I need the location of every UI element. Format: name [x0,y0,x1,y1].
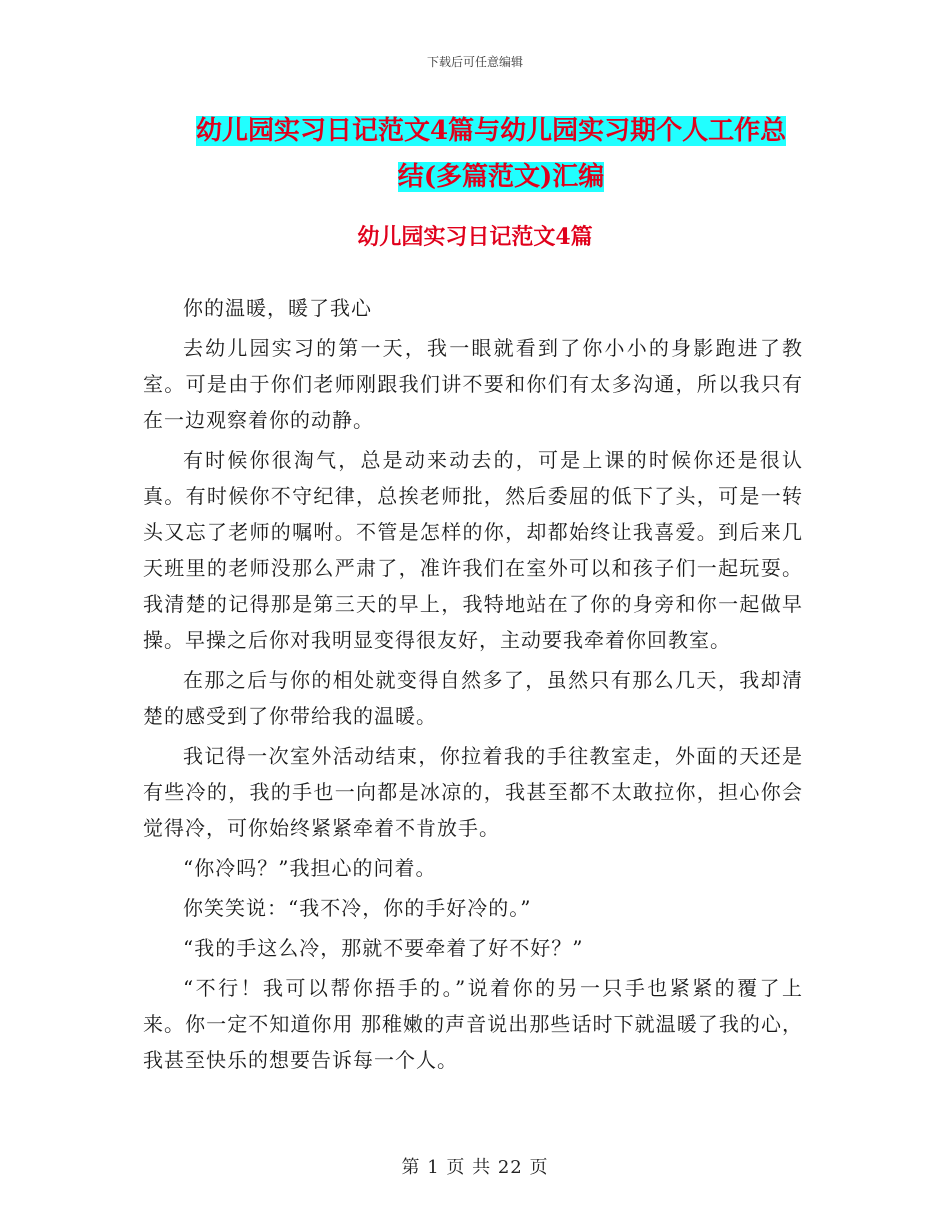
title-line-1-text: 幼儿园实习日记范文4篇与幼儿园实习期个人工作总 [196,116,787,146]
section-title: 幼儿园实习日记范文4篇 [357,224,593,250]
document-title [196,108,806,200]
document-body [143,290,803,1082]
paragraph: 你笑笑说：“我不冷，你的手好冷的。” [183,896,532,920]
paragraph: 在那之后与你的相处就变得自然多了，虽然只有那么几天，我却清楚的感受到了你带给我的温暖。 [143,668,803,728]
paragraph: 有时候你很淘气，总是动来动去的，可是上课的时候你还是很认真。有时候你不守纪律，总挨老师批，然后委屈的低下了头，可是一转头又忘了老师的嘱咐。不管是怎样的你，却都始终让我喜爱。到后来几天班里的老师没那么严肃了，准许我们在室外可以和孩子们一起玩耍。我清楚的记得那是第三天的早上，我特地站在了你的身旁和你一起做早操。早操之后你对我明显变得很友好，主动要我牵着你回教室。 [143,448,803,652]
title-line-2 [196,154,806,200]
paragraph: “你冷吗？”我担心的问着。 [183,856,437,880]
title-line-1 [196,108,806,154]
paragraph: “我的手这么冷，那就不要牵着了好不好？” [183,936,584,960]
page-footer: 第 1 页 共 22 页 [401,1157,549,1178]
title-line-2-text: 结(多篇范文)汇编 [397,162,605,192]
page-header: 下载后可任意编辑 [426,55,523,69]
paragraph: “不行！我可以帮你捂手的。”说着你的另一只手也紧紧的覆了上来。你一定不知道你用 那稚嫩的声音说出那些话时下就温暖了我的心，我甚至快乐的想要告诉每一个人。 [143,976,803,1072]
paragraph: 我记得一次室外活动结束，你拉着我的手往教室走，外面的天还是有些冷的，我的手也一向都是冰凉的，我甚至都不太敢拉你，担心你会觉得冷，可你始终紧紧牵着不肯放手。 [143,744,803,840]
paragraph: 你的温暖，暖了我心 [183,296,372,320]
paragraph: 去幼儿园实习的第一天，我一眼就看到了你小小的身影跑进了教室。可是由于你们老师刚跟我们讲不要和你们有太多沟通，所以我只有在一边观察着你的动静。 [143,336,803,432]
